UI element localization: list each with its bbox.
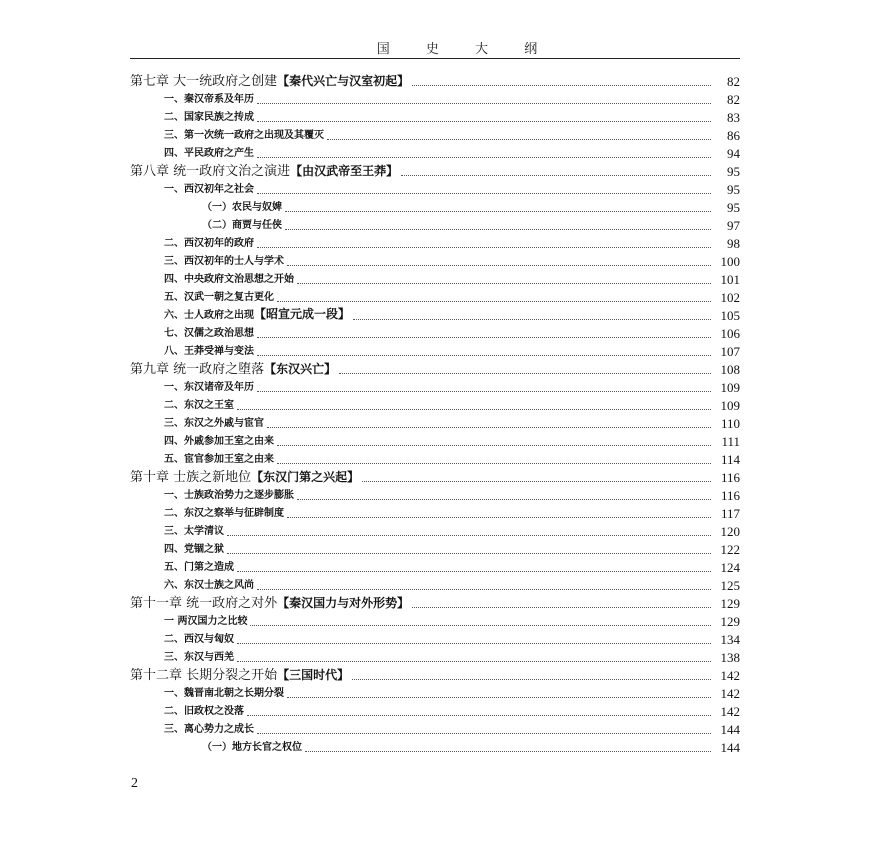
toc-entry-label	[202, 739, 302, 757]
toc-page-number: 142	[720, 704, 740, 719]
toc-entry-title: 二、东汉之王室	[164, 400, 234, 411]
toc-entry-title: 四、党锢之狱	[164, 544, 224, 555]
toc-entry-title: 一、西汉初年之社会	[164, 184, 254, 195]
toc-entry-title: （一）地方长官之权位	[202, 742, 302, 753]
dot-leader	[237, 570, 711, 572]
toc-entry-title: 三、西汉初年的士人与学术	[164, 256, 284, 267]
toc-entry-label	[164, 253, 284, 271]
toc-section-entry	[130, 505, 740, 523]
page-number: 2	[131, 776, 138, 791]
dot-leader	[237, 660, 711, 662]
toc-page-number: 142	[720, 668, 740, 683]
toc-subsection-entry	[130, 217, 740, 235]
toc-page-number: 111	[721, 434, 740, 449]
dot-leader	[237, 642, 711, 644]
toc-entry-label	[164, 127, 324, 145]
toc-entry-subtitle: 【秦代兴亡与汉室初起】	[277, 74, 410, 88]
toc-entry-label	[164, 577, 254, 595]
toc-entry-label	[164, 703, 244, 721]
toc-entry-subtitle: 【东汉门第之兴起】	[251, 470, 360, 484]
toc-section-entry	[130, 721, 740, 739]
toc-page-number: 117	[720, 506, 740, 521]
dot-leader	[339, 372, 711, 374]
toc-entry-title: 五、门第之造成	[164, 562, 234, 573]
toc-entry-label	[164, 541, 224, 559]
dot-leader	[287, 696, 711, 698]
dot-leader	[227, 552, 711, 554]
toc-entry-label	[164, 145, 254, 163]
book-title: 国 史 大 纲	[376, 42, 554, 57]
toc-entry-title: 六、士人政府之出现	[164, 310, 254, 321]
toc-page-number: 102	[720, 290, 740, 305]
toc-entry-label	[130, 360, 336, 379]
dot-leader	[412, 84, 711, 86]
dot-leader	[297, 498, 711, 500]
dot-leader	[287, 516, 711, 518]
toc-chapter-entry	[130, 667, 740, 685]
dot-leader	[257, 246, 711, 248]
toc-page-number: 124	[720, 560, 740, 575]
dot-leader	[352, 678, 711, 680]
toc-entry-label	[164, 271, 294, 289]
toc-entry-title: 第八章 统一政府文治之演进	[130, 164, 291, 179]
toc-page-number: 94	[727, 146, 740, 161]
toc-section-entry	[130, 379, 740, 397]
toc-page-number: 107	[720, 344, 740, 359]
toc-page-number: 83	[727, 110, 740, 125]
toc-entry-title: 一 两汉国力之比较	[164, 616, 248, 627]
dot-leader	[257, 156, 711, 158]
toc-section-entry	[130, 433, 740, 451]
toc-page-number: 82	[727, 74, 740, 89]
dot-leader	[277, 300, 711, 302]
toc-section-entry	[130, 451, 740, 469]
toc-section-entry	[130, 127, 740, 145]
toc-page-number: 129	[720, 614, 740, 629]
toc-entry-title: 七、汉儒之政治思想	[164, 328, 254, 339]
toc-entry-label	[164, 487, 294, 505]
toc-page-number: 122	[720, 542, 740, 557]
toc-page-number: 144	[720, 722, 740, 737]
toc-page-number: 109	[720, 398, 740, 413]
toc-entry-title: 一、魏晋南北朝之长期分裂	[164, 688, 284, 699]
toc-entry-title: （一）农民与奴婢	[202, 202, 282, 213]
toc-section-entry	[130, 343, 740, 361]
toc-entry-title: 第十一章 统一政府之对外	[130, 596, 278, 611]
dot-leader	[257, 390, 711, 392]
toc-page-number: 125	[720, 578, 740, 593]
toc-page-number: 116	[720, 470, 740, 485]
toc-entry-title: 四、平民政府之产生	[164, 148, 254, 159]
toc-chapter-entry	[130, 163, 740, 181]
dot-leader	[257, 192, 711, 194]
toc-entry-label	[164, 631, 234, 649]
toc-page-number: 97	[727, 218, 740, 233]
toc-page-number: 82	[727, 92, 740, 107]
toc-page-number: 138	[720, 650, 740, 665]
toc-entry-label	[202, 199, 282, 217]
toc-page-number: 98	[727, 236, 740, 251]
dot-leader	[285, 228, 711, 230]
toc-entry-title: 五、汉武一朝之复古更化	[164, 292, 274, 303]
toc-entry-subtitle: 【东汉兴亡】	[264, 362, 337, 376]
toc-entry-label	[164, 613, 247, 631]
toc-section-entry	[130, 181, 740, 199]
dot-leader	[353, 318, 711, 320]
dot-leader	[227, 534, 711, 536]
toc-section-entry	[130, 307, 740, 325]
toc-entry-label	[202, 217, 282, 235]
toc-entry-label	[164, 91, 254, 109]
toc-entry-label	[164, 523, 224, 541]
toc-entry-label	[164, 305, 350, 325]
toc-entry-title: 四、外戚参加王室之由来	[164, 436, 274, 447]
table-of-contents	[130, 73, 740, 757]
toc-section-entry	[130, 703, 740, 721]
toc-entry-title: 三、第一次统一政府之出现及其覆灭	[164, 130, 324, 141]
toc-page-number: 129	[720, 596, 740, 611]
toc-chapter-entry	[130, 73, 740, 91]
toc-entry-label	[130, 666, 349, 685]
toc-page-number: 100	[720, 254, 740, 269]
dot-leader	[285, 210, 711, 212]
toc-entry-title: 一、东汉诸帝及年历	[164, 382, 254, 393]
toc-entry-label	[164, 343, 254, 361]
toc-entry-label	[164, 181, 254, 199]
toc-subsection-entry	[130, 199, 740, 217]
toc-entry-label	[130, 468, 359, 487]
toc-entry-label	[164, 559, 234, 577]
toc-entry-label	[164, 379, 254, 397]
toc-entry-subtitle: 【三国时代】	[277, 668, 350, 682]
toc-entry-title: 二、西汉与匈奴	[164, 634, 234, 645]
dot-leader	[401, 174, 711, 176]
toc-entry-title: 五、宦官参加王室之由来	[164, 454, 274, 465]
dot-leader	[257, 102, 711, 104]
toc-subsection-entry	[130, 739, 740, 757]
toc-entry-title: 二、国家民族之抟成	[164, 112, 254, 123]
dot-leader	[267, 426, 711, 428]
toc-section-entry	[130, 145, 740, 163]
dot-leader	[250, 624, 711, 626]
toc-page-number: 134	[720, 632, 740, 647]
toc-entry-label	[164, 451, 274, 469]
toc-page-number: 106	[720, 326, 740, 341]
toc-page-number: 101	[720, 272, 740, 287]
toc-entry-title: （二）商贾与任侠	[202, 220, 282, 231]
dot-leader	[277, 444, 711, 446]
dot-leader	[297, 282, 711, 284]
toc-chapter-entry	[130, 595, 740, 613]
dot-leader	[257, 120, 711, 122]
dot-leader	[247, 714, 711, 716]
toc-entry-title: 四、中央政府文治思想之开始	[164, 274, 294, 285]
page-header	[130, 38, 740, 59]
toc-section-entry	[130, 559, 740, 577]
toc-section-entry	[130, 415, 740, 433]
toc-entry-label	[164, 415, 264, 433]
toc-page-number: 142	[720, 686, 740, 701]
toc-entry-title: 第十章 士族之新地位	[130, 470, 252, 485]
toc-entry-title: 三、离心势力之成长	[164, 724, 254, 735]
dot-leader	[412, 606, 711, 608]
toc-section-entry	[130, 325, 740, 343]
toc-section-entry	[130, 541, 740, 559]
toc-page-number: 105	[720, 308, 740, 323]
toc-entry-subtitle: 【昭宣元成一段】	[254, 307, 351, 321]
toc-entry-title: 一、士族政治势力之逐步膨胀	[164, 490, 294, 501]
toc-section-entry	[130, 91, 740, 109]
toc-chapter-entry	[130, 361, 740, 379]
toc-entry-title: 第十二章 长期分裂之开始	[130, 668, 278, 683]
toc-entry-label	[164, 649, 234, 667]
toc-entry-label	[130, 594, 409, 613]
toc-page-number: 120	[720, 524, 740, 539]
dot-leader	[305, 750, 711, 752]
toc-entry-label	[164, 721, 254, 739]
toc-section-entry	[130, 685, 740, 703]
toc-entry-label	[164, 109, 254, 127]
toc-page-number: 110	[720, 416, 740, 431]
toc-section-entry	[130, 649, 740, 667]
toc-page-number: 95	[727, 200, 740, 215]
toc-page-number: 108	[720, 362, 740, 377]
toc-entry-subtitle: 【秦汉国力与对外形势】	[277, 596, 410, 610]
toc-entry-title: 二、东汉之察举与征辟制度	[164, 508, 284, 519]
toc-section-entry	[130, 613, 740, 631]
toc-page-number: 116	[720, 488, 740, 503]
toc-entry-label	[164, 325, 254, 343]
toc-entry-title: 三、太学清议	[164, 526, 224, 537]
toc-entry-label	[164, 505, 284, 523]
toc-section-entry	[130, 235, 740, 253]
dot-leader	[362, 480, 711, 482]
dot-leader	[287, 264, 711, 266]
toc-entry-label	[130, 72, 409, 91]
dot-leader	[327, 138, 711, 140]
dot-leader	[257, 588, 711, 590]
toc-entry-label	[130, 162, 398, 181]
toc-page-number: 95	[727, 164, 740, 179]
toc-entry-title: 三、东汉之外戚与宦官	[164, 418, 264, 429]
toc-entry-subtitle: 【由汉武帝至王莽】	[290, 164, 399, 178]
toc-entry-label	[164, 235, 254, 253]
dot-leader	[237, 408, 711, 410]
toc-section-entry	[130, 577, 740, 595]
toc-page-number: 86	[727, 128, 740, 143]
dot-leader	[257, 732, 711, 734]
toc-entry-title: 二、西汉初年的政府	[164, 238, 254, 249]
toc-entry-label	[164, 685, 284, 703]
toc-entry-title: 第九章 统一政府之堕落	[130, 362, 265, 377]
toc-page-number: 95	[727, 182, 740, 197]
toc-section-entry	[130, 109, 740, 127]
toc-entry-title: 八、王莽受禅与变法	[164, 346, 254, 357]
toc-entry-title: 一、秦汉帝系及年历	[164, 94, 254, 105]
toc-entry-title: 六、东汉士族之风尚	[164, 580, 254, 591]
toc-section-entry	[130, 271, 740, 289]
dot-leader	[277, 462, 711, 464]
toc-section-entry	[130, 487, 740, 505]
toc-entry-title: 第七章 大一统政府之创建	[130, 74, 278, 89]
dot-leader	[257, 336, 711, 338]
toc-page-number: 144	[720, 740, 740, 755]
toc-section-entry	[130, 523, 740, 541]
toc-chapter-entry	[130, 469, 740, 487]
toc-section-entry	[130, 253, 740, 271]
toc-page-number: 109	[720, 380, 740, 395]
toc-entry-label	[164, 433, 274, 451]
dot-leader	[257, 354, 711, 356]
toc-section-entry	[130, 397, 740, 415]
toc-section-entry	[130, 631, 740, 649]
toc-entry-title: 二、旧政权之没落	[164, 706, 244, 717]
toc-page-number: 114	[720, 452, 740, 467]
toc-entry-label	[164, 397, 234, 415]
toc-entry-title: 三、东汉与西羌	[164, 652, 234, 663]
